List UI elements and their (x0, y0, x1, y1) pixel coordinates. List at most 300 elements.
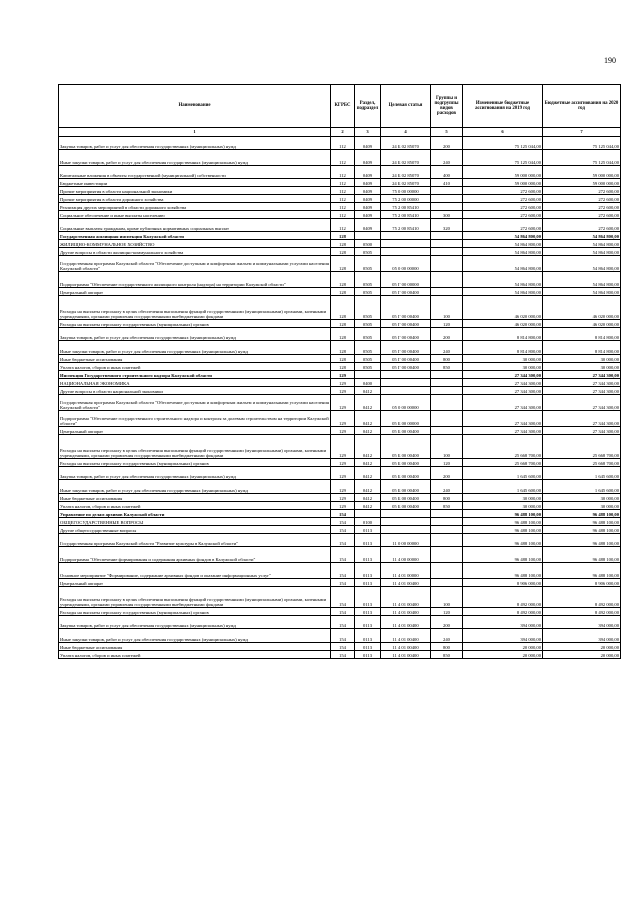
cell-section: 0113 (355, 608, 381, 616)
table-row (59, 320, 621, 328)
cell-target: 05 Б 00 00400 (381, 494, 431, 502)
cell-name: Подпрограмма "Обеспечение государственного жилищного контроля (надзора) на территории Калужской области" (59, 272, 331, 288)
cell-budget-2020: 30 000,00 (543, 355, 621, 363)
cell-changed-2019: 46 020 000,00 (463, 320, 543, 328)
cell-budget-2020: 59 000 000,00 (543, 179, 621, 187)
cell-budget-2020: 27 344 300,00 (543, 371, 621, 379)
colnum-6: 6 (463, 128, 543, 137)
cell-budget-2020: 54 864 800,00 (543, 288, 621, 296)
cell-changed-2019: 59 000 000,00 (463, 179, 543, 187)
cell-budget-2020: 27 344 300,00 (543, 387, 621, 395)
cell-group: 850 (431, 651, 463, 659)
cell-budget-2020: 20 000,00 (543, 651, 621, 659)
cell-target: 24 Б 02 85070 (381, 166, 431, 179)
cell-kgrbs: 129 (331, 411, 355, 427)
table-row (59, 547, 621, 563)
cell-target: 05 Г 00 00400 (381, 355, 431, 363)
cell-section: 0505 (355, 328, 381, 341)
cell-group: 400 (431, 166, 463, 179)
cell-budget-2020: 8 814 800,00 (543, 341, 621, 355)
cell-kgrbs: 154 (331, 526, 355, 534)
cell-name: Закупка товаров, работ и услуг для обеспечения государственных (муниципальных) нужд (59, 467, 331, 480)
cell-budget-2020: 8 492 000,00 (543, 587, 621, 608)
cell-budget-2020: 54 864 800,00 (543, 240, 621, 248)
cell-budget-2020: 30 000,00 (543, 502, 621, 510)
cell-changed-2019: 75 125 044,00 (463, 150, 543, 166)
table-row (59, 534, 621, 547)
cell-section: 0505 (355, 296, 381, 320)
cell-budget-2020: 96 488 100,00 (543, 526, 621, 534)
cell-name: Расходы на выплаты персоналу в целях обеспечения выполнения функций государственными (муниципальными) органами, казенными учреждениями, органами управления государственными внебюджетными фондами (59, 296, 331, 320)
table-row (59, 427, 621, 435)
cell-section: 0113 (355, 629, 381, 643)
cell-kgrbs: 154 (331, 616, 355, 629)
cell-name: Основное мероприятие "Формирование, содержание архивных фондов и оказание информационных услуг" (59, 563, 331, 579)
cell-group (431, 195, 463, 203)
cell-group: 100 (431, 587, 463, 608)
table-row (59, 296, 621, 320)
cell-name: Государственная программа Калужской области "Обеспечение доступным и комфортным жильем и коммунальными услугами населения Калужской области" (59, 395, 331, 411)
cell-budget-2020: 1 645 600,00 (543, 480, 621, 494)
cell-budget-2020: 59 000 000,00 (543, 166, 621, 179)
cell-name: Иные закупки товаров, работ и услуг для обеспечения государственных (муниципальных) нужд (59, 341, 331, 355)
cell-target: 11 4 01 00400 (381, 643, 431, 651)
cell-section: 0113 (355, 534, 381, 547)
cell-kgrbs: 112 (331, 166, 355, 179)
cell-target: 75 2 00 85410 (381, 203, 431, 211)
cell-kgrbs: 154 (331, 608, 355, 616)
cell-kgrbs: 128 (331, 248, 355, 256)
cell-changed-2019: 272 600,00 (463, 211, 543, 219)
cell-changed-2019: 96 488 100,00 (463, 518, 543, 526)
cell-group (431, 272, 463, 288)
cell-changed-2019: 8 906 000,00 (463, 579, 543, 587)
cell-name: Центральный аппарат (59, 427, 331, 435)
cell-name: ОБЩЕГОСУДАРСТВЕННЫЕ ВОПРОСЫ (59, 518, 331, 526)
cell-kgrbs: 129 (331, 459, 355, 467)
cell-section: 0412 (355, 494, 381, 502)
cell-changed-2019: 272 600,00 (463, 203, 543, 211)
cell-budget-2020: 27 344 300,00 (543, 395, 621, 411)
cell-target: 11 4 01 00400 (381, 616, 431, 629)
table-row (59, 435, 621, 459)
cell-name: Закупка товаров, работ и услуг для обеспечения государственных (муниципальных) нужд (59, 616, 331, 629)
cell-target: 11 4 01 00000 (381, 563, 431, 579)
cell-section: 0412 (355, 502, 381, 510)
cell-changed-2019: 1 645 600,00 (463, 480, 543, 494)
cell-group: 100 (431, 296, 463, 320)
cell-section: 0500 (355, 240, 381, 248)
table-row (59, 150, 621, 166)
table-row (59, 272, 621, 288)
cell-changed-2019: 27 344 300,00 (463, 371, 543, 379)
cell-name: Подпрограмма "Обеспечение формирования и содержания архивных фондов в Калужской области" (59, 547, 331, 563)
cell-kgrbs: 129 (331, 387, 355, 395)
cell-group: 410 (431, 179, 463, 187)
cell-changed-2019: 96 488 100,00 (463, 563, 543, 579)
cell-section (355, 510, 381, 518)
table-row (59, 494, 621, 502)
table-row (59, 480, 621, 494)
cell-section: 0505 (355, 341, 381, 355)
cell-budget-2020: 27 344 300,00 (543, 379, 621, 387)
cell-section: 0100 (355, 518, 381, 526)
cell-target: 11 4 01 00400 (381, 608, 431, 616)
cell-kgrbs: 154 (331, 510, 355, 518)
cell-name: Иные закупки товаров, работ и услуг для обеспечения государственных (муниципальных) нужд (59, 480, 331, 494)
cell-target: 75 2 00 85410 (381, 219, 431, 232)
cell-target (381, 518, 431, 526)
cell-group (431, 526, 463, 534)
cell-group (431, 395, 463, 411)
cell-target: 11 0 00 00000 (381, 534, 431, 547)
cell-kgrbs: 154 (331, 651, 355, 659)
cell-name: Центральный аппарат (59, 288, 331, 296)
header-group: Группы и подгруппы видов расходов (431, 85, 463, 128)
cell-kgrbs: 154 (331, 643, 355, 651)
cell-target: 05 0 00 00000 (381, 395, 431, 411)
cell-kgrbs: 129 (331, 502, 355, 510)
cell-group: 800 (431, 494, 463, 502)
cell-group: 850 (431, 363, 463, 371)
cell-target: 05 Б 00 00400 (381, 435, 431, 459)
cell-section: 0409 (355, 187, 381, 195)
cell-budget-2020: 394 000,00 (543, 616, 621, 629)
cell-target (381, 526, 431, 534)
cell-target: 05 Г 00 00400 (381, 328, 431, 341)
cell-kgrbs: 129 (331, 480, 355, 494)
table-row (59, 137, 621, 150)
colnum-2: 2 (331, 128, 355, 137)
cell-group: 850 (431, 502, 463, 510)
cell-section: 0113 (355, 651, 381, 659)
header-budget-2020: Бюджетные ассигнования на 2020 год (543, 85, 621, 128)
table-row (59, 203, 621, 211)
colnum-4: 4 (381, 128, 431, 137)
cell-name: Государственная программа Калужской области "Обеспечение доступным и комфортным жильем и коммунальными услугами населения Калужской области" (59, 256, 331, 272)
cell-section: 0113 (355, 526, 381, 534)
cell-section: 0412 (355, 411, 381, 427)
header-row (59, 85, 621, 128)
cell-budget-2020: 46 020 000,00 (543, 320, 621, 328)
cell-budget-2020: 272 600,00 (543, 219, 621, 232)
cell-target: 05 Г 00 00400 (381, 288, 431, 296)
cell-changed-2019: 54 864 800,00 (463, 272, 543, 288)
cell-kgrbs: 154 (331, 579, 355, 587)
cell-changed-2019: 27 344 300,00 (463, 379, 543, 387)
cell-budget-2020: 27 344 300,00 (543, 411, 621, 427)
cell-name: Расходы на выплаты персоналу в целях обеспечения выполнения функций государственными (муниципальными) органами, казенными учреждениями, органами управления государственными внебюджетными фондами (59, 435, 331, 459)
cell-budget-2020: 272 600,00 (543, 203, 621, 211)
cell-name: Уплата налогов, сборов и иных платежей (59, 363, 331, 371)
cell-section: 0400 (355, 379, 381, 387)
cell-budget-2020: 54 864 800,00 (543, 248, 621, 256)
cell-changed-2019: 96 488 100,00 (463, 510, 543, 518)
cell-group: 120 (431, 320, 463, 328)
cell-changed-2019: 30 000,00 (463, 355, 543, 363)
table-row (59, 526, 621, 534)
cell-target: 05 Б 00 00400 (381, 427, 431, 435)
cell-section: 0505 (355, 248, 381, 256)
cell-name: Прочие мероприятия в области дорожного хозяйства (59, 195, 331, 203)
cell-group (431, 563, 463, 579)
cell-changed-2019: 30 000,00 (463, 494, 543, 502)
table-row (59, 371, 621, 379)
cell-budget-2020: 96 488 100,00 (543, 510, 621, 518)
cell-name: Расходы на выплаты персоналу государственных (муниципальных) органов (59, 459, 331, 467)
cell-section (355, 232, 381, 240)
cell-group: 200 (431, 328, 463, 341)
cell-group (431, 510, 463, 518)
cell-group: 240 (431, 150, 463, 166)
cell-changed-2019: 27 344 300,00 (463, 427, 543, 435)
cell-target (381, 510, 431, 518)
cell-kgrbs: 128 (331, 288, 355, 296)
cell-changed-2019: 30 000,00 (463, 502, 543, 510)
cell-target: 75 2 00 00000 (381, 195, 431, 203)
cell-budget-2020: 25 668 700,00 (543, 459, 621, 467)
table-row (59, 256, 621, 272)
colnum-7: 7 (543, 128, 621, 137)
cell-group (431, 411, 463, 427)
cell-kgrbs: 154 (331, 518, 355, 526)
cell-target: 11 4 00 00000 (381, 547, 431, 563)
table-row (59, 616, 621, 629)
cell-kgrbs: 154 (331, 587, 355, 608)
table-row (59, 363, 621, 371)
table-row (59, 379, 621, 387)
cell-budget-2020: 8 814 800,00 (543, 328, 621, 341)
cell-target: 05 Б 00 00400 (381, 480, 431, 494)
table-row (59, 643, 621, 651)
cell-group (431, 547, 463, 563)
cell-target: 11 4 01 00400 (381, 579, 431, 587)
table-row (59, 211, 621, 219)
cell-budget-2020: 75 125 044,00 (543, 137, 621, 150)
cell-target: 05 0 00 00000 (381, 256, 431, 272)
cell-section: 0412 (355, 387, 381, 395)
cell-group: 240 (431, 341, 463, 355)
header-changed-2019: Измененные бюджетные ассигнования на 2019 год (463, 85, 543, 128)
cell-budget-2020: 96 488 100,00 (543, 547, 621, 563)
cell-changed-2019: 54 864 800,00 (463, 248, 543, 256)
cell-group (431, 187, 463, 195)
cell-name: Социальные выплаты гражданам, кроме публичных нормативных социальных выплат (59, 219, 331, 232)
cell-section: 0412 (355, 427, 381, 435)
cell-kgrbs: 128 (331, 355, 355, 363)
cell-group (431, 387, 463, 395)
cell-name: Бюджетные инвестиции (59, 179, 331, 187)
cell-changed-2019: 394 000,00 (463, 616, 543, 629)
cell-budget-2020: 54 864 800,00 (543, 232, 621, 240)
cell-name: Прочие мероприятия в области национальной экономики (59, 187, 331, 195)
table-row (59, 502, 621, 510)
cell-target: 05 Б 00 00400 (381, 459, 431, 467)
table-row (59, 651, 621, 659)
cell-budget-2020: 8 906 000,00 (543, 579, 621, 587)
cell-section: 0505 (355, 256, 381, 272)
cell-section: 0412 (355, 395, 381, 411)
cell-kgrbs: 128 (331, 232, 355, 240)
cell-section: 0113 (355, 616, 381, 629)
cell-target: 05 Б 00 00000 (381, 411, 431, 427)
header-target: Целевая статья (381, 85, 431, 128)
cell-name: Расходы на выплаты персоналу государственных (муниципальных) органов (59, 608, 331, 616)
cell-group: 200 (431, 137, 463, 150)
cell-group (431, 534, 463, 547)
table-row (59, 459, 621, 467)
cell-budget-2020: 20 000,00 (543, 643, 621, 651)
column-number-row (59, 128, 621, 137)
cell-group: 120 (431, 608, 463, 616)
cell-budget-2020: 272 600,00 (543, 187, 621, 195)
cell-name: Инспекция Государственного строительного надзора Калужской области (59, 371, 331, 379)
cell-group: 320 (431, 219, 463, 232)
cell-target (381, 232, 431, 240)
cell-changed-2019: 54 864 800,00 (463, 240, 543, 248)
cell-name: Иные бюджетные ассигнования (59, 355, 331, 363)
cell-changed-2019: 54 864 800,00 (463, 288, 543, 296)
cell-changed-2019: 394 000,00 (463, 629, 543, 643)
cell-target: 05 Г 00 00400 (381, 320, 431, 328)
cell-group: 120 (431, 459, 463, 467)
cell-kgrbs: 112 (331, 211, 355, 219)
cell-target: 75 0 00 00000 (381, 187, 431, 195)
cell-kgrbs: 112 (331, 219, 355, 232)
table-row (59, 240, 621, 248)
cell-budget-2020: 30 000,00 (543, 363, 621, 371)
cell-group: 200 (431, 467, 463, 480)
cell-changed-2019: 8 814 800,00 (463, 328, 543, 341)
cell-budget-2020: 394 000,00 (543, 629, 621, 643)
cell-target: 05 Г 00 00400 (381, 363, 431, 371)
cell-kgrbs: 154 (331, 547, 355, 563)
cell-changed-2019: 96 488 100,00 (463, 534, 543, 547)
cell-budget-2020: 27 344 300,00 (543, 427, 621, 435)
cell-section: 0113 (355, 587, 381, 608)
cell-changed-2019: 8 814 800,00 (463, 341, 543, 355)
cell-group (431, 232, 463, 240)
cell-target (381, 248, 431, 256)
cell-name: Другие общегосударственные вопросы (59, 526, 331, 534)
table-row (59, 467, 621, 480)
cell-changed-2019: 272 600,00 (463, 219, 543, 232)
cell-name: НАЦИОНАЛЬНАЯ ЭКОНОМИКА (59, 379, 331, 387)
table-row (59, 328, 621, 341)
cell-group (431, 288, 463, 296)
cell-section: 0505 (355, 355, 381, 363)
cell-group: 240 (431, 480, 463, 494)
table-row (59, 248, 621, 256)
cell-kgrbs: 129 (331, 427, 355, 435)
cell-section: 0409 (355, 203, 381, 211)
cell-target: 75 2 00 85410 (381, 211, 431, 219)
cell-name: Иные бюджетные ассигнования (59, 643, 331, 651)
cell-target (381, 379, 431, 387)
cell-section: 0412 (355, 435, 381, 459)
cell-group (431, 203, 463, 211)
cell-group (431, 579, 463, 587)
cell-group: 100 (431, 435, 463, 459)
cell-name: Расходы на выплаты персоналу в целях обеспечения выполнения функций государственными (муниципальными) органами, казенными учреждениями, органами управления государственными внебюджетными фондами (59, 587, 331, 608)
cell-kgrbs: 128 (331, 320, 355, 328)
cell-section: 0113 (355, 643, 381, 651)
cell-target: 05 Г 00 00400 (381, 341, 431, 355)
cell-target: 11 4 01 00400 (381, 651, 431, 659)
cell-target: 05 Г 00 00000 (381, 272, 431, 288)
cell-kgrbs: 128 (331, 363, 355, 371)
cell-name: Иные бюджетные ассигнования (59, 494, 331, 502)
cell-section: 0113 (355, 563, 381, 579)
cell-kgrbs: 129 (331, 494, 355, 502)
cell-name: Другие вопросы в области национальной экономики (59, 387, 331, 395)
table-row (59, 608, 621, 616)
cell-group (431, 248, 463, 256)
cell-name: Иные закупки товаров, работ и услуг для обеспечения государственных (муниципальных) нужд (59, 150, 331, 166)
cell-group: 800 (431, 355, 463, 363)
table-row (59, 288, 621, 296)
cell-section: 0113 (355, 547, 381, 563)
cell-section: 0409 (355, 179, 381, 187)
colnum-3: 3 (355, 128, 381, 137)
cell-changed-2019: 54 864 800,00 (463, 232, 543, 240)
cell-changed-2019: 8 492 000,00 (463, 608, 543, 616)
cell-changed-2019: 20 000,00 (463, 643, 543, 651)
cell-budget-2020: 96 488 100,00 (543, 518, 621, 526)
cell-changed-2019: 75 125 044,00 (463, 137, 543, 150)
cell-group (431, 240, 463, 248)
colnum-1: 1 (59, 128, 331, 137)
cell-kgrbs: 128 (331, 341, 355, 355)
cell-group (431, 427, 463, 435)
cell-kgrbs: 129 (331, 379, 355, 387)
cell-section: 0409 (355, 219, 381, 232)
cell-name: Подпрограмма "Обеспечение государственного строительного надзора и контроля за долевым строительством на территории Калужской области" (59, 411, 331, 427)
cell-changed-2019: 27 344 300,00 (463, 395, 543, 411)
cell-group: 800 (431, 643, 463, 651)
table-row (59, 179, 621, 187)
cell-kgrbs: 112 (331, 195, 355, 203)
cell-section: 0409 (355, 195, 381, 203)
table-row (59, 187, 621, 195)
cell-changed-2019: 25 668 700,00 (463, 459, 543, 467)
table-row (59, 579, 621, 587)
table-row (59, 219, 621, 232)
cell-name: Государственная жилищная инспекция Калужской области (59, 232, 331, 240)
cell-kgrbs: 129 (331, 435, 355, 459)
cell-name: Управление по делам архивов Калужской области (59, 510, 331, 518)
cell-group (431, 371, 463, 379)
table-row (59, 166, 621, 179)
cell-kgrbs: 128 (331, 296, 355, 320)
cell-target: 05 Г 00 00400 (381, 296, 431, 320)
cell-kgrbs: 112 (331, 179, 355, 187)
cell-changed-2019: 96 488 100,00 (463, 526, 543, 534)
cell-budget-2020: 30 000,00 (543, 494, 621, 502)
cell-group (431, 518, 463, 526)
cell-target (381, 387, 431, 395)
cell-section: 0409 (355, 166, 381, 179)
cell-target: 24 Б 02 85070 (381, 179, 431, 187)
cell-section (355, 371, 381, 379)
cell-name: ЖИЛИЩНО-КОММУНАЛЬНОЕ ХОЗЯЙСТВО (59, 240, 331, 248)
cell-section: 0409 (355, 137, 381, 150)
table-row (59, 629, 621, 643)
cell-kgrbs: 112 (331, 137, 355, 150)
cell-name: Реализация других мероприятий в области дорожного хозяйства (59, 203, 331, 211)
cell-budget-2020: 46 020 000,00 (543, 296, 621, 320)
cell-budget-2020: 8 492 000,00 (543, 608, 621, 616)
